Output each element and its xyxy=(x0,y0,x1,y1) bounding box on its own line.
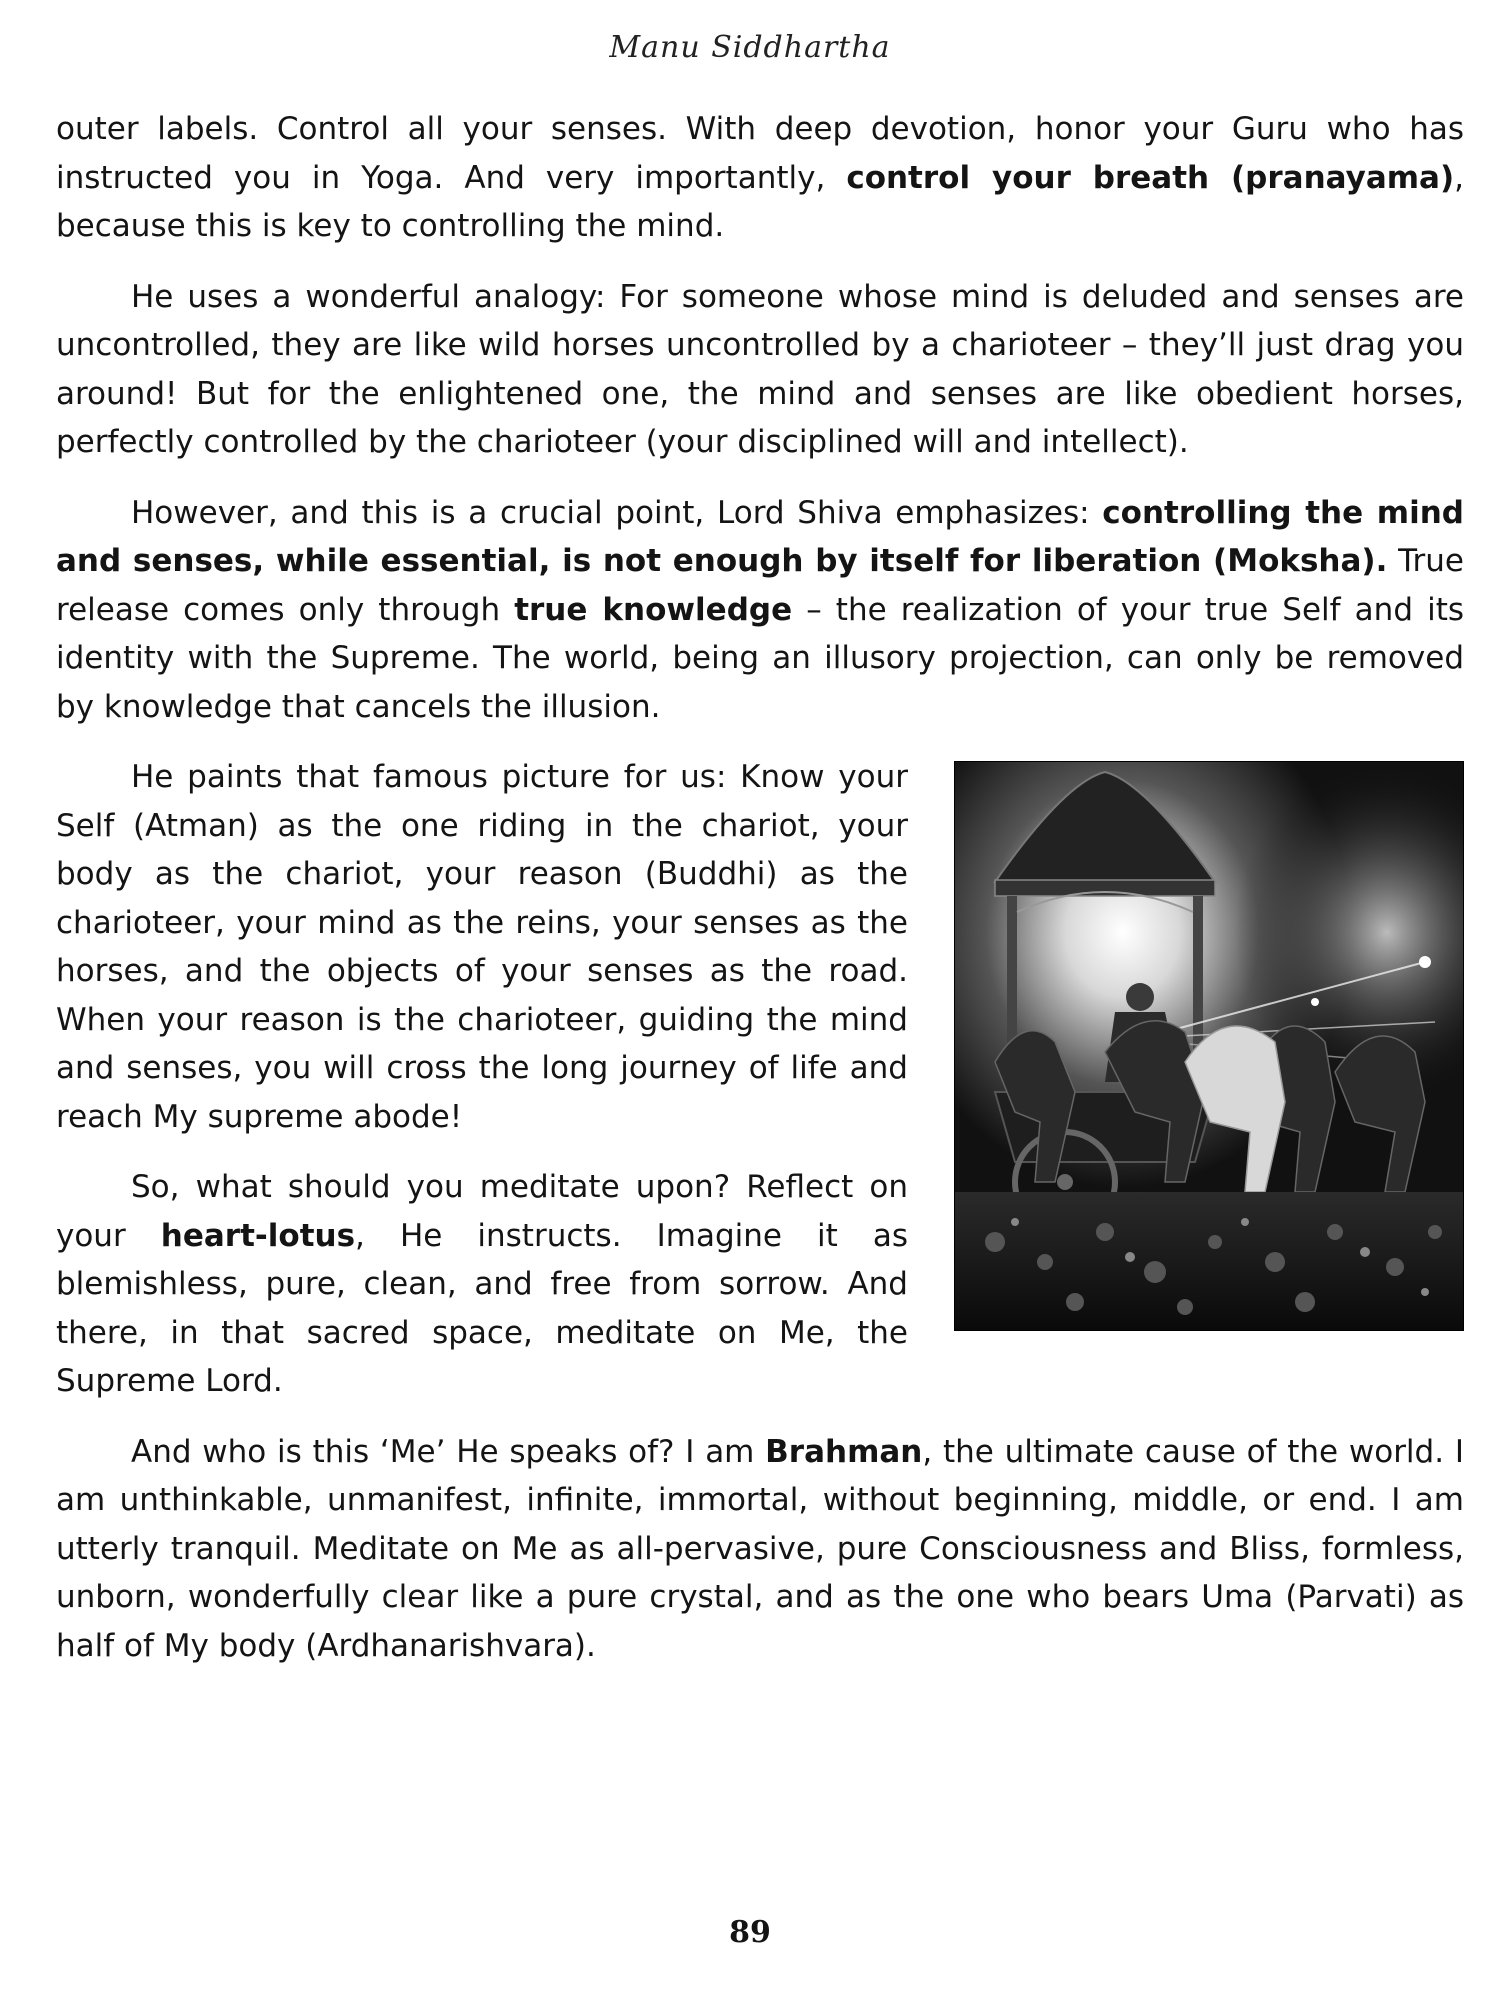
paragraph-6 xyxy=(56,1428,1464,1671)
paragraph-1-text-b: , because this is key to controlling the mind. xyxy=(56,159,1464,244)
paragraph-6-text-a: And who is this ‘Me’ He speaks of? I am xyxy=(131,1433,766,1470)
paragraph-1-text-a: outer labels. Control all your senses. With deep devotion, honor your Guru who has instructed you in Yoga. And very importantly, xyxy=(56,111,1464,196)
body-text xyxy=(56,105,1464,1692)
paragraph-3-text-c: – the realization of your true Self and its identity with the Supreme. The world, being an illusory projection, can only be removed by knowledge that cancels the illusion. xyxy=(56,591,1464,725)
paragraph-6-text-b: , the ultimate cause of the world. I am unthinkable, unmanifest, infinite, immortal, without beginning, middle, or end. I am utterly tranquil. Meditate on Me as all-pervasive, pure Consciousness and Bliss, formless, unborn, wonderfully clear like a pure crystal, and as the one who bears Uma (Parvati) as half of My body (Ardhanarishvara). xyxy=(56,1433,1464,1664)
paragraph-5-text-a: So, what should you meditate upon? Reflect on your xyxy=(56,1169,908,1254)
paragraph-2: He uses a wonderful analogy: For someone whose mind is deluded and senses are uncontrolled, they are like wild horses uncontrolled by a charioteer – they’ll just drag you around! But for the enlightened one, the mind and senses are like obedient horses, perfectly controlled by the charioteer (your disciplined will and intellect). xyxy=(56,278,1464,460)
paragraph-6-bold-a: Brahman xyxy=(765,1433,923,1470)
paragraph-4: He paints that famous picture for us: Know your Self (Atman) as the one riding in the chariot, your body as the chariot, your reason (Buddhi) as the charioteer, your mind as the reins, your senses as the horses, and the objects of your senses as the road. When your reason is the charioteer, guiding the mind and senses, you will cross the long journey of life and reach My supreme abode! xyxy=(56,759,908,1135)
paragraph-1 xyxy=(56,105,1464,251)
paragraph-3-text-b: True release comes only through xyxy=(56,543,1464,628)
page-number: 89 xyxy=(729,1915,771,1950)
paragraph-1-bold-a: control your breath (pranayama) xyxy=(846,159,1455,196)
chariot-illustration xyxy=(954,761,1464,1331)
paragraph-3 xyxy=(56,489,1464,732)
paragraph-3-bold-a: controlling the mind and senses, while essential, is not enough by itself for liberation (Moksha). xyxy=(56,494,1464,579)
paragraph-5-text-b: , He instructs. Imagine it as blemishless, pure, clean, and free from sorrow. And there, in that sacred space, meditate on Me, the Supreme Lord. xyxy=(56,1217,909,1399)
paragraph-5-bold-a: heart-lotus xyxy=(160,1217,356,1254)
running-head: Manu Siddhartha xyxy=(609,30,891,65)
paragraph-3-text-a: However, and this is a crucial point, Lord Shiva emphasizes: xyxy=(131,494,1103,531)
paragraph-3-bold-b: true knowledge xyxy=(514,591,793,628)
chariot-illustration-svg xyxy=(955,762,1463,1330)
